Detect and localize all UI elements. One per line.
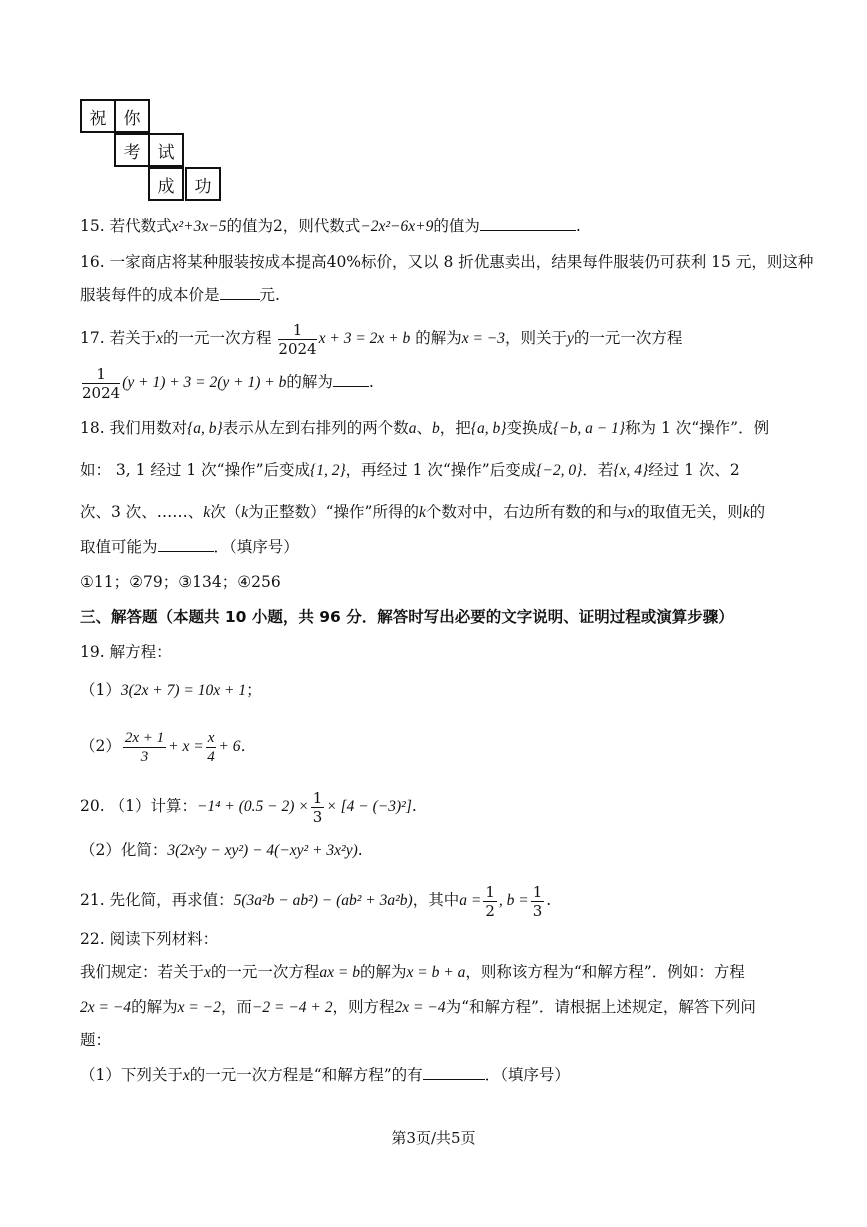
part-label: （1） bbox=[80, 681, 121, 699]
answer-blank[interactable] bbox=[158, 537, 214, 552]
text: 的解为 bbox=[360, 963, 407, 981]
math-expression: x²+3x−5 bbox=[171, 218, 227, 235]
text: 的取值无关，则 bbox=[634, 503, 743, 521]
variable: b bbox=[432, 420, 440, 437]
text: ．（填序号） bbox=[484, 1066, 570, 1084]
text: 次、3 次、……、 bbox=[80, 503, 204, 521]
equation: 2x = −4 bbox=[80, 999, 132, 1016]
part-label: （2） bbox=[80, 737, 121, 755]
denominator: 3 bbox=[532, 901, 543, 920]
denominator: 4 bbox=[207, 748, 215, 765]
numerator: 1 bbox=[485, 882, 495, 901]
text: . bbox=[575, 217, 581, 235]
grid-cell: 考 bbox=[114, 133, 150, 167]
question-21 bbox=[80, 880, 551, 921]
denominator: 3 bbox=[312, 807, 323, 826]
fraction bbox=[483, 883, 497, 920]
text: （1）下列关于 bbox=[80, 1066, 183, 1084]
text: . bbox=[368, 373, 374, 391]
text: 的值为 bbox=[433, 217, 480, 235]
question-22-line-1 bbox=[80, 962, 745, 983]
equation: + 6． bbox=[218, 738, 256, 755]
denominator: 3 bbox=[140, 748, 149, 765]
grid-cell: 祝 bbox=[80, 99, 116, 133]
text: 的一元一次方程是“和解方程”的有 bbox=[189, 1066, 423, 1084]
variable: k bbox=[203, 504, 211, 521]
expression: × [4 − (−3)²] bbox=[326, 798, 412, 815]
variable: a bbox=[408, 420, 417, 437]
text: ，把 bbox=[439, 419, 471, 437]
part-label: 20. （1）计算： bbox=[80, 797, 197, 815]
question-19-part-1 bbox=[80, 680, 262, 701]
text: ； bbox=[246, 681, 262, 699]
equation: ax = b bbox=[319, 964, 361, 981]
text: . bbox=[546, 891, 552, 909]
pair: {a, b} bbox=[187, 420, 223, 437]
text: 、 bbox=[416, 419, 433, 437]
question-20-part-1 bbox=[80, 786, 417, 827]
question-22-line-3: 题： bbox=[80, 1031, 112, 1049]
text: 如： 3, 1 经过 1 次“操作”后变成 bbox=[80, 461, 310, 479]
variable: a = bbox=[459, 892, 482, 909]
question-22-title: 22. 阅读下列材料： bbox=[80, 930, 219, 948]
text: 的解为 bbox=[131, 998, 178, 1016]
numerator: 1 bbox=[278, 321, 316, 340]
variable: y bbox=[567, 330, 574, 347]
text: ，再经过 1 次“操作”后变成 bbox=[345, 461, 537, 479]
text: 取值可能为 bbox=[80, 538, 158, 556]
text: ，其中 bbox=[412, 891, 460, 909]
answer-blank[interactable] bbox=[333, 372, 369, 387]
numerator: 1 bbox=[82, 365, 120, 384]
text: 服装每件的成本价是 bbox=[80, 286, 220, 304]
grid-cell: 试 bbox=[148, 133, 184, 167]
text: 元. bbox=[259, 286, 280, 304]
text: 的一元一次方程 bbox=[210, 963, 320, 981]
text: 的解为 bbox=[415, 329, 462, 347]
text: 17. 若关于 bbox=[80, 329, 157, 347]
fraction bbox=[531, 883, 545, 920]
solution: x = −2 bbox=[177, 999, 221, 1016]
numerator: 1 bbox=[532, 882, 543, 901]
text: ，则称该方程为“和解方程”．例如：方程 bbox=[465, 963, 745, 981]
text: ，而 bbox=[220, 998, 252, 1016]
pair: {−b, a − 1} bbox=[552, 420, 626, 437]
fraction bbox=[278, 321, 316, 358]
solution: x = b + a bbox=[406, 964, 466, 981]
equation: 2x = −4 bbox=[394, 999, 446, 1016]
text: 的 bbox=[749, 503, 766, 521]
question-number: 15. bbox=[80, 217, 105, 235]
answer-blank[interactable] bbox=[480, 216, 576, 231]
text: . bbox=[411, 797, 417, 815]
variable: k bbox=[742, 504, 750, 521]
text: 为正整数）“操作”所得的 bbox=[248, 503, 419, 521]
question-18-line-3 bbox=[80, 502, 765, 523]
text: ．（填序号） bbox=[213, 538, 299, 556]
text: 21. 先化简，再求值： bbox=[80, 891, 234, 909]
variable: x bbox=[627, 504, 635, 521]
equation: −2 = −4 + 2 bbox=[251, 999, 333, 1016]
text: 18. 我们用数对 bbox=[80, 419, 188, 437]
question-18-line-1 bbox=[80, 418, 769, 439]
answer-blank[interactable] bbox=[423, 1065, 485, 1080]
numerator: x bbox=[207, 729, 215, 746]
solution: x = −3 bbox=[461, 330, 506, 347]
pair: {a, b} bbox=[470, 420, 507, 437]
fraction bbox=[311, 789, 325, 826]
fraction bbox=[82, 365, 120, 402]
variable: , b = bbox=[498, 892, 529, 909]
question-22-line-2 bbox=[80, 997, 756, 1018]
denominator: 2024 bbox=[278, 339, 317, 358]
grid-cell: 功 bbox=[185, 167, 221, 201]
pair: {x, 4} bbox=[613, 462, 649, 479]
question-18-options: ①11；②79；③134；④256 bbox=[80, 573, 281, 591]
text: 的一元一次方程 bbox=[162, 329, 272, 347]
text: 变换成 bbox=[506, 419, 553, 437]
pair: {1, 2} bbox=[310, 462, 346, 479]
text: 个数对中，右边所有数的和与 bbox=[425, 503, 628, 521]
text: 若代数式 bbox=[109, 217, 172, 235]
equation: + x = bbox=[168, 738, 204, 755]
question-16-line-2 bbox=[80, 285, 280, 305]
pair: {−2, 0} bbox=[536, 462, 583, 479]
text: 称为 1 次“操作”．例 bbox=[625, 419, 770, 437]
question-22-part-1 bbox=[80, 1065, 570, 1086]
equation: (y + 1) + 3 = 2(y + 1) + b bbox=[122, 374, 287, 391]
question-19-part-2 bbox=[80, 726, 256, 767]
numerator: 1 bbox=[312, 788, 323, 807]
text: 表示从左到右排列的两个数 bbox=[222, 419, 409, 437]
text: 次（ bbox=[210, 503, 242, 521]
variable: k bbox=[241, 504, 249, 521]
expression: 5(3a²b − ab²) − (ab² + 3a²b) bbox=[233, 892, 413, 909]
fraction bbox=[206, 729, 217, 766]
question-17-line-2 bbox=[80, 362, 374, 403]
fraction bbox=[123, 729, 166, 766]
expression: 3(2x²y − xy²) − 4(−xy² + 3x²y) bbox=[167, 842, 358, 859]
section-heading: 三、解答题（本题共 10 小题，共 96 分．解答时写出必要的文字说明、证明过程或演算步骤） bbox=[80, 608, 734, 626]
text: ，则方程 bbox=[332, 998, 395, 1016]
variable: x bbox=[204, 964, 211, 981]
variable: k bbox=[418, 504, 426, 521]
variable: x bbox=[156, 330, 163, 347]
variable: x bbox=[182, 1067, 190, 1084]
text: 为“和解方程”．请根据上述规定，解答下列问 bbox=[445, 998, 756, 1016]
expression: −1⁴ + (0.5 − 2) × bbox=[196, 798, 309, 815]
text: ．若 bbox=[582, 461, 614, 479]
text: . bbox=[357, 841, 363, 859]
part-label: （2）化简： bbox=[80, 841, 168, 859]
equation: 3(2x + 7) = 10x + 1 bbox=[120, 682, 247, 699]
question-18-line-2 bbox=[80, 460, 740, 481]
question-17-line-1 bbox=[80, 318, 682, 359]
grid-cell: 你 bbox=[114, 99, 150, 133]
grid-cell: 成 bbox=[148, 167, 184, 201]
numerator: 2x + 1 bbox=[124, 729, 165, 746]
denominator: 2 bbox=[485, 901, 495, 920]
text: 经过 1 次、2 bbox=[648, 461, 740, 479]
text: 的一元一次方程 bbox=[573, 329, 683, 347]
equation: x + 3 = 2x + b bbox=[318, 330, 411, 347]
question-15 bbox=[80, 216, 581, 237]
question-20-part-2 bbox=[80, 840, 363, 861]
text: ，则关于 bbox=[505, 329, 568, 347]
text: 的解为 bbox=[286, 373, 333, 391]
page-footer: 第3页/共5页 bbox=[391, 1129, 476, 1147]
denominator: 2024 bbox=[82, 383, 121, 402]
text: 我们规定：若关于 bbox=[80, 963, 205, 981]
question-16-line-1: 16. 一家商店将某种服装按成本提高40%标价，又以 8 折优惠卖出，结果每件服装仍可获利 15 元，则这种 bbox=[80, 253, 814, 271]
question-19-title: 19. 解方程： bbox=[80, 643, 172, 661]
math-expression: −2x²−6x+9 bbox=[360, 218, 434, 235]
answer-blank[interactable] bbox=[220, 285, 260, 300]
text: 的值为2，则代数式 bbox=[226, 217, 361, 235]
question-18-line-4 bbox=[80, 537, 299, 557]
